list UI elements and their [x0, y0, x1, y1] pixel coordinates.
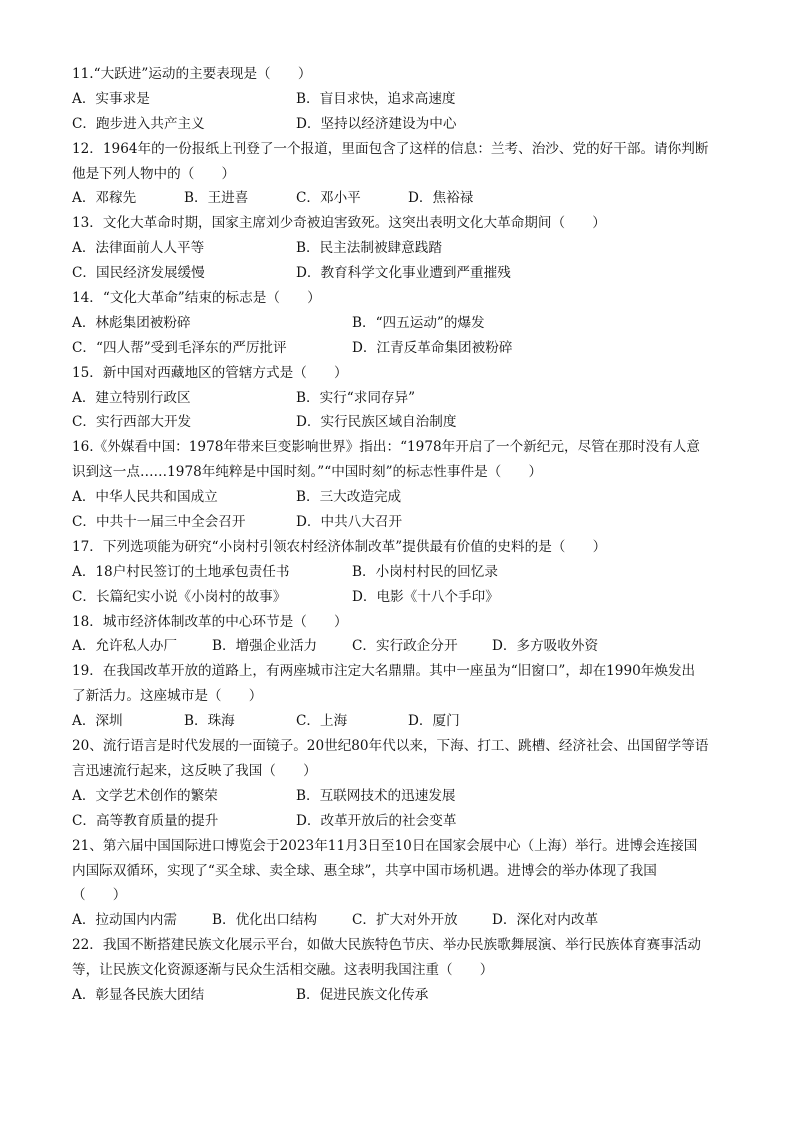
- options-row: [72, 112, 726, 137]
- answer-option[interactable]: D．江青反革命集团被粉碎: [352, 339, 513, 356]
- answer-option[interactable]: C．上海: [296, 713, 348, 730]
- options-row: [72, 311, 726, 336]
- options-row: [72, 336, 726, 361]
- question-stem-line: 19．在我国改革开放的道路上，有两座城市注定大名鼎鼎。其中一座虽为“旧窗口”，却在1990年焕发出: [72, 663, 696, 680]
- answer-option[interactable]: C．“四人帮”受到毛泽东的严厉批评: [72, 339, 287, 356]
- options-row: [72, 784, 726, 809]
- answer-option[interactable]: C．实行西部大开发: [72, 414, 192, 431]
- question-block: [72, 734, 726, 834]
- answer-option[interactable]: A．彰显各民族大团结: [72, 986, 205, 1003]
- question-stem-line: 13．文化大革命时期，国家主席刘少奇被迫害致死。这突出表明文化大革命期间（ ）: [72, 215, 606, 232]
- question-stem-line: 等，让民族文化资源逐渐与民众生活相交融。这表明我国注重（ ）: [72, 962, 494, 979]
- question-stem-line: 14．“文化大革命”结束的标志是（ ）: [72, 290, 321, 307]
- options-row: [72, 386, 726, 411]
- question-block: [72, 137, 726, 212]
- answer-option[interactable]: B．三大改造完成: [296, 489, 402, 506]
- options-row: [72, 585, 726, 610]
- question-stem-line: 20、流行语言是时代发展的一面镜子。20世纪80年代以来，下海、打工、跳槽、经济社会、出国留学等语: [72, 738, 709, 755]
- answer-option[interactable]: B．珠海: [184, 713, 235, 730]
- answer-option[interactable]: A．深圳: [72, 713, 123, 730]
- question-stem-line: 内国际双循环，实现了“买全球、卖全球、惠全球”，共享中国市场机遇。进博会的举办体现了我国: [72, 862, 657, 879]
- answer-option[interactable]: D．多方吸收外资: [492, 638, 599, 655]
- answer-option[interactable]: C．中共十一届三中全会召开: [72, 514, 246, 531]
- question-block: [72, 286, 726, 361]
- question-stem-line: 11.“大跃进”运动的主要表现是（ ）: [72, 66, 312, 82]
- options-row: [72, 634, 726, 659]
- answer-option[interactable]: B．盲目求快，追求高速度: [296, 90, 456, 107]
- answer-option[interactable]: D．改革开放后的社会变革: [296, 812, 457, 829]
- options-row: [72, 485, 726, 510]
- answer-option[interactable]: D．教育科学文化事业遭到严重摧残: [296, 265, 511, 282]
- answer-option[interactable]: B．促进民族文化传承: [296, 986, 429, 1003]
- options-row: [72, 560, 726, 585]
- question-stem-line: 了新活力。这座城市是（ ）: [72, 688, 263, 705]
- question-stem-line: 22．我国不断搭建民族文化展示平台，如做大民族特色节庆、举办民族歌舞展演、举行民族体育赛事活动: [72, 937, 702, 954]
- answer-option[interactable]: D．焦裕禄: [408, 190, 474, 207]
- answer-option[interactable]: A．18户村民签订的土地承包责任书: [72, 563, 290, 580]
- options-row: [72, 236, 726, 261]
- answer-option[interactable]: D．实行民族区域自治制度: [296, 414, 457, 431]
- question-block: [72, 610, 726, 660]
- answer-option[interactable]: B．优化出口结构: [212, 912, 318, 929]
- answer-option[interactable]: A．实事求是: [72, 90, 150, 107]
- options-row: [72, 709, 726, 734]
- options-row: [72, 87, 726, 112]
- options-row: [72, 983, 726, 1008]
- options-row: [72, 410, 726, 435]
- question-block: [72, 435, 726, 535]
- answer-option[interactable]: C．高等教育质量的提升: [72, 812, 219, 829]
- question-stem-line: 17．下列选项能为研究“小岗村引领农村经济体制改革”提供最有价值的史料的是（ ）: [72, 538, 607, 555]
- question-stem-line: 12．1964年的一份报纸上刊登了一个报道，里面包含了这样的信息：兰考、治沙、党的好干部。请你判断: [72, 140, 709, 157]
- answer-option[interactable]: C．长篇纪实小说《小岗村的故事》: [72, 588, 287, 605]
- answer-option[interactable]: B．“四五运动”的爆发: [352, 314, 485, 331]
- question-block: [72, 659, 726, 734]
- question-stem-line: 18．城市经济体制改革的中心环节是（ ）: [72, 613, 348, 630]
- answer-option[interactable]: C．实行政企分开: [352, 638, 458, 655]
- answer-option[interactable]: D．中共八大召开: [296, 514, 403, 531]
- answer-option[interactable]: A．拉动国内内需: [72, 912, 177, 929]
- answer-option[interactable]: A．建立特别行政区: [72, 389, 191, 406]
- question-stem-line: 言迅速流行起来，这反映了我国（ ）: [72, 762, 317, 779]
- answer-option[interactable]: B．实行“求同存异”: [296, 389, 416, 406]
- question-stem-line: 15．新中国对西藏地区的管辖方式是（ ）: [72, 364, 348, 381]
- question-stem-line: 16.《外媒看中国：1978年带来巨变影响世界》指出：“1978年开启了一个新纪元，尽管在那时没有人意: [72, 439, 700, 456]
- question-stem-line: 识到这一点……1978年纯粹是中国时刻。”“中国时刻”的标志性事件是（ ）: [72, 464, 543, 481]
- answer-option[interactable]: A．允许私人办厂: [72, 638, 177, 655]
- answer-option[interactable]: A．文学艺术创作的繁荣: [72, 787, 218, 804]
- answer-option[interactable]: A．法律面前人人平等: [72, 240, 205, 257]
- question-block: [72, 535, 726, 610]
- question-block: [72, 933, 726, 1008]
- answer-option[interactable]: A．邓稼先: [72, 190, 137, 207]
- options-row: [72, 510, 726, 535]
- answer-option[interactable]: C．跑步进入共产主义: [72, 115, 205, 132]
- answer-option[interactable]: C．邓小平: [296, 190, 361, 207]
- answer-option[interactable]: B．小岗村村民的回忆录: [352, 563, 498, 580]
- answer-option[interactable]: A．中华人民共和国成立: [72, 489, 218, 506]
- question-stem-line: （ ）: [72, 887, 127, 904]
- answer-option[interactable]: B．互联网技术的迅速发展: [296, 787, 456, 804]
- options-row: [72, 186, 726, 211]
- answer-option[interactable]: C．国民经济发展缓慢: [72, 265, 205, 282]
- answer-option[interactable]: B．增强企业活力: [212, 638, 318, 655]
- answer-option[interactable]: B．王进喜: [184, 190, 249, 207]
- options-row: [72, 809, 726, 834]
- answer-option[interactable]: D．厦门: [408, 713, 460, 730]
- answer-option[interactable]: D．电影《十八个手印》: [352, 588, 499, 605]
- answer-option[interactable]: C．扩大对外开放: [352, 912, 458, 929]
- answer-option[interactable]: D．坚持以经济建设为中心: [296, 115, 457, 132]
- options-row: [72, 261, 726, 286]
- answer-option[interactable]: B．民主法制被肆意践踏: [296, 240, 442, 257]
- answer-option[interactable]: D．深化对内改革: [492, 912, 599, 929]
- options-row: [72, 908, 726, 933]
- question-block: [72, 361, 726, 436]
- question-stem-line: 他是下列人物中的（ ）: [72, 165, 236, 182]
- question-block: [72, 62, 726, 137]
- question-stem-line: 21、第六届中国国际进口博览会于2023年11月3日至10日在国家会展中心（上海）举行。进博会连接国: [72, 837, 698, 854]
- answer-option[interactable]: A．林彪集团被粉碎: [72, 314, 191, 331]
- question-block: [72, 834, 726, 934]
- exam-page: [72, 62, 726, 1008]
- question-block: [72, 211, 726, 286]
